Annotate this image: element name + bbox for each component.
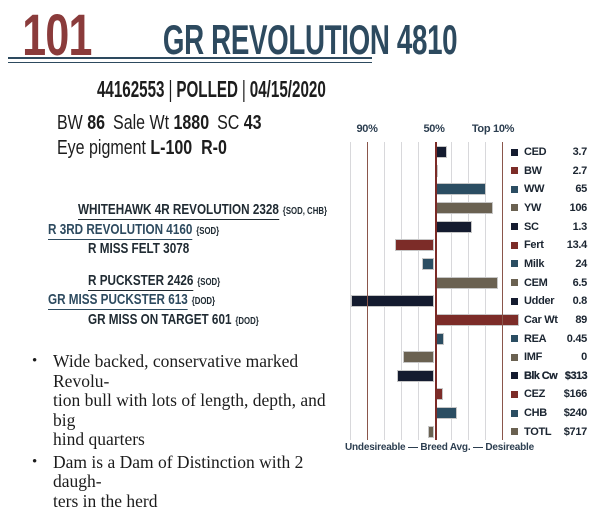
pct90-line [367,142,368,440]
trait-label: Fert [524,239,544,252]
legend-row-bw [511,163,587,179]
breed-avg-line [435,142,437,440]
legend-row-udder [511,293,587,309]
legend-row-ww [511,181,587,197]
trait-value: 65 [575,183,587,196]
legend-row-rea [511,331,587,347]
legend-swatch-icon [511,428,518,435]
legend-swatch-icon [511,354,518,361]
bar-chb [435,407,457,419]
separator: | [241,76,246,102]
legend-swatch-icon [511,204,518,211]
note-line: Dam is a Dam of Distinction with 2 daugh- [53,451,304,491]
designation-tag: {DOD} [235,316,259,327]
lot-number: 101 [22,3,92,68]
bar-yw [435,202,494,214]
trait-label: Milk [524,257,545,270]
pedigree-dam [48,291,215,308]
gridline [401,142,402,440]
legend-swatch-icon [511,167,518,174]
trait-label: CHB [524,407,547,420]
legend-swatch-icon [511,335,518,342]
bullet-icon: • [32,453,38,470]
legend-swatch-icon [511,372,518,379]
legend-row-cem [511,275,587,291]
gridline [350,142,351,440]
bar-fert [395,239,435,251]
separator: | [168,76,173,102]
bw-label: BW [57,112,83,134]
chart-plot [350,142,520,440]
pedigree-maternal-grandsire [88,272,220,289]
legend-row-chb [511,405,587,421]
trait-value: 6.5 [572,276,587,289]
legend-row-car-wt [511,312,587,328]
animal-name: R MISS FELT 3078 [88,240,190,257]
designation-tag: {SOD, CHB} [282,206,328,217]
axis-label-50pct: 50% [423,123,445,135]
top10-line [502,142,503,440]
pedigree-maternal-granddam [88,311,259,328]
bar-blk-cw [397,370,434,382]
animal-name: R PUCKSTER 2426 [88,272,194,289]
page-title: GR REVOLUTION 4810 [162,16,458,63]
trait-value: 3.7 [572,146,587,158]
trait-value: $717 [563,425,587,438]
trait-value: 1.3 [572,220,587,233]
legend-swatch-icon [511,223,518,230]
trait-label: CEM [524,276,548,289]
bar-sc [435,221,472,233]
animal-name: GR MISS PUCKSTER 613 [48,291,188,308]
legend-swatch-icon [511,279,518,286]
animal-name: WHITEHAWK 4R REVOLUTION 2328 [78,201,279,218]
trait-value: 0 [581,351,587,364]
legend-row-yw [511,200,587,216]
note-line: ters in the herd [53,490,158,511]
birth-date: 04/15/2020 [249,76,326,102]
animal-name: GR MISS ON TARGET 601 [88,311,232,328]
notes-list [15,352,347,514]
trait-label: CED [524,146,547,158]
bar-totl [428,426,435,438]
bw-value: 86 [87,112,106,134]
bar-imf [403,351,435,363]
legend-row-milk [511,256,587,272]
eye-pigment-value: L-100 R-0 [150,137,227,159]
eye-pigment-label: Eye pigment [57,137,146,159]
trait-label: TOTL [524,425,552,438]
legend-row-blk-cw [511,368,587,384]
legend-row-fert [511,237,587,253]
pedigree-paternal-grandsire [78,201,327,218]
note-line: Wide backed, conservative marked Revolu- [53,351,299,391]
gridline [384,142,385,440]
trait-label: Blk Cw [524,369,558,382]
legend-swatch-icon [511,260,518,267]
trait-value: 0.45 [566,332,587,345]
legend-row-sc [511,219,587,235]
note-item [15,453,347,512]
title-double-underline [8,57,372,63]
legend-swatch-icon [511,298,518,305]
stats-line-1 [57,112,262,135]
legend-row-totl [511,424,587,440]
bullet-icon: • [32,353,38,369]
bar-milk [422,258,435,270]
trait-value: $240 [563,407,587,420]
trait-label: SC [524,220,539,233]
trait-label: BW [524,164,542,177]
legend-swatch-icon [511,410,518,417]
pedigree-sire [48,221,219,238]
bar-cem [435,277,498,289]
horn-status: POLLED [176,76,238,102]
trait-value: 24 [575,257,587,270]
trait-label: Car Wt [524,313,558,326]
registration-line [97,76,326,103]
legend-row-cez [511,386,587,402]
axis-label-90pct: 90% [356,123,378,135]
axis-label-top10: Top 10% [471,123,515,135]
trait-value: $166 [563,388,587,401]
sc-label: SC [217,112,240,134]
trait-label: WW [524,183,545,196]
trait-value: 106 [569,201,587,214]
trait-label: IMF [524,351,543,364]
designation-tag: {DOD} [191,296,216,307]
legend-row-ced [511,144,587,160]
legend-swatch-icon [511,149,518,156]
legend-swatch-icon [511,186,518,193]
trait-label: CEZ [524,388,546,401]
salewt-value: 1880 [173,112,210,134]
trait-value: $313 [564,369,587,382]
trait-label: Udder [524,295,555,308]
trait-label: REA [524,332,547,345]
designation-tag: {SOD} [197,277,221,288]
bar-car-wt [435,314,520,326]
trait-value: 13.4 [566,239,587,252]
gridline [418,142,419,440]
animal-name: R 3RD REVOLUTION 4160 [48,221,193,238]
trait-value: 89 [575,313,587,326]
note-line: hind quarters [53,429,145,449]
legend-swatch-icon [511,391,518,398]
epd-percentile-chart [345,120,600,466]
chart-footer: Undesireable — Breed Avg. — Desireable [345,442,534,453]
note-line: tion bull with lots of length, depth, and big [53,390,326,430]
bar-udder [351,295,435,307]
stats-line-2 [57,137,227,160]
bar-ww [435,183,487,195]
legend-swatch-icon [511,242,518,249]
trait-label: YW [524,201,542,214]
legend-row-imf [511,349,587,365]
salewt-label: Sale Wt [113,112,170,134]
pedigree-paternal-granddam [88,240,189,257]
sc-value: 43 [243,112,262,134]
trait-value: 2.7 [572,164,587,177]
note-item [15,352,347,450]
reg-number: 44162553 [96,76,165,102]
designation-tag: {SOD} [196,226,220,237]
trait-value: 0.8 [572,295,587,308]
